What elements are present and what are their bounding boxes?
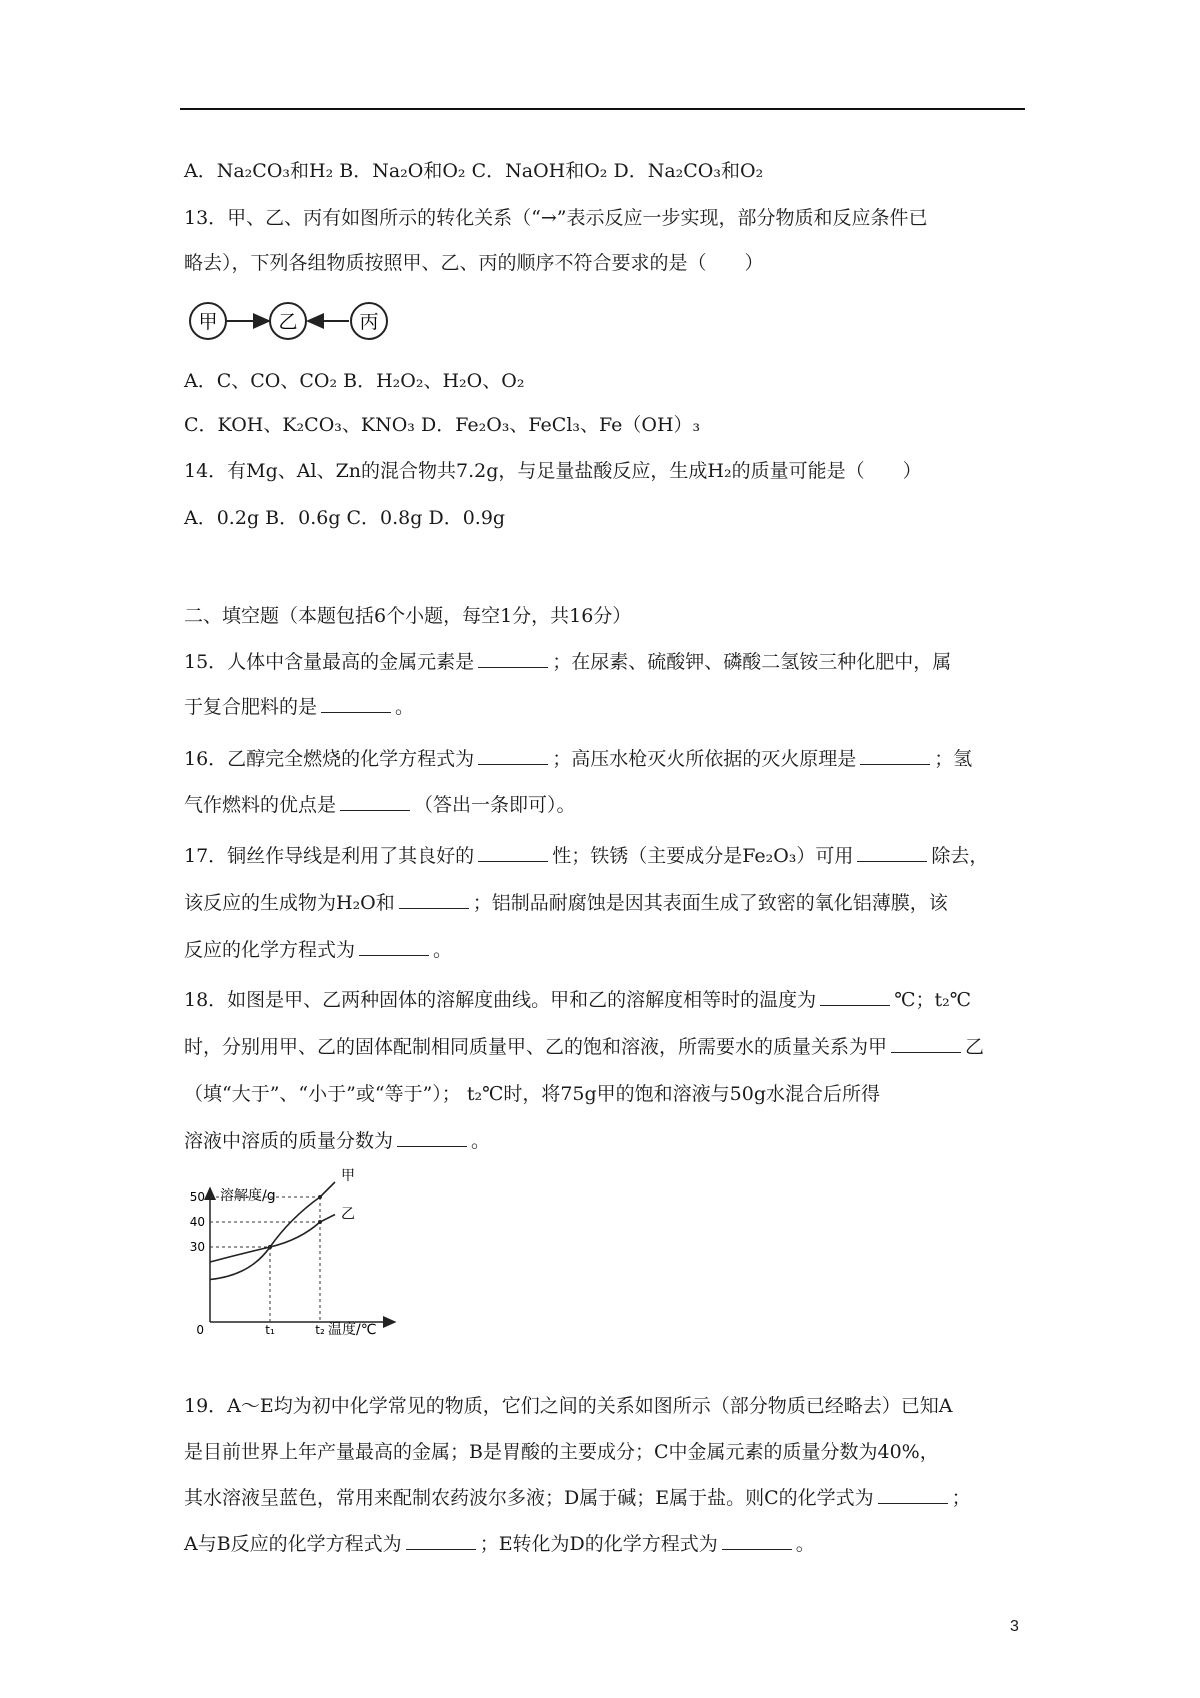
node-bing-label: 丙 — [359, 311, 379, 333]
answer-blank[interactable] — [860, 746, 930, 765]
q12-options: A．Na₂CO₃和H₂ B．Na₂O和O₂ C．NaOH和O₂ D．Na₂CO₃和O₂ — [184, 160, 764, 182]
origin-label: 0 — [196, 1323, 204, 1337]
q13-stem-line2: 略去），下列各组物质按照甲、乙、丙的顺序不符合要求的是（ ） — [184, 252, 764, 274]
answer-blank[interactable] — [891, 1034, 961, 1053]
series-label-jia: 甲 — [341, 1168, 355, 1184]
data-point — [318, 1195, 322, 1199]
q19-line1: 19．A～E均为初中化学常见的物质，它们之间的关系如图所示（部分物质已经略去）已知A — [184, 1395, 953, 1417]
series-label-yi: 乙 — [341, 1206, 355, 1223]
q18-line2: 时，分别用甲、乙的固体配制相同质量甲、乙的饱和溶液，所需要水的质量关系为甲 乙 — [184, 1036, 985, 1058]
q13-options-cd: C．KOH、K₂CO₃、KNO₃ D．Fe₂O₃、FeCl₃、Fe（OH）₃ — [184, 414, 701, 436]
q15-line1: 15．人体中含量最高的金属元素是 ；在尿素、硫酸钾、磷酸二氢铵三种化肥中，属 — [184, 651, 952, 673]
section-heading: 二、填空题（本题包括6个小题，每空1分，共16分） — [184, 605, 632, 627]
data-point — [318, 1220, 322, 1224]
solubility-chart — [189, 1168, 430, 1338]
y-tick-label: 50 — [189, 1190, 205, 1204]
q18-line4: 溶液中溶质的质量分数为 。 — [184, 1130, 491, 1152]
answer-blank[interactable] — [820, 987, 890, 1006]
y-axis-label: 溶解度/g — [220, 1188, 276, 1204]
data-point — [268, 1245, 272, 1249]
answer-blank[interactable] — [857, 843, 927, 862]
x-tick-label: t₁ — [265, 1323, 275, 1337]
answer-blank[interactable] — [722, 1531, 792, 1550]
node-yi-label: 乙 — [278, 311, 298, 333]
answer-blank[interactable] — [397, 1128, 467, 1147]
q19-line2: 是目前世界上年产量最高的金属；B是胃酸的主要成分；C中金属元素的质量分数为40%， — [184, 1441, 939, 1463]
q13-stem-line1: 13．甲、乙、丙有如图所示的转化关系（“→”表示反应一步实现，部分物质和反应条件已 — [184, 207, 928, 229]
node-jia-label: 甲 — [198, 311, 218, 333]
q14-stem: 14．有Mg、Al、Zn的混合物共7.2g，与足量盐酸反应，生成H₂的质量可能是（ ） — [184, 460, 922, 482]
q19-line4: A与B反应的化学方程式为 ；E转化为D的化学方程式为 。 — [184, 1533, 815, 1555]
q17-line2: 该反应的生成物为H₂O和 ；铝制品耐腐蚀是因其表面生成了致密的氧化铝薄膜，该 — [184, 892, 948, 914]
q18-line3: （填“大于”、“小于”或“等于”）； t₂℃时，将75g甲的饱和溶液与50g水混合后所得 — [184, 1083, 881, 1105]
answer-blank[interactable] — [878, 1485, 948, 1504]
q15-line2: 于复合肥料的是 。 — [184, 696, 415, 718]
answer-blank[interactable] — [406, 1531, 476, 1550]
q16-line2: 气作燃料的优点是 （答出一条即可）。 — [184, 794, 576, 816]
q17-line3: 反应的化学方程式为 。 — [184, 939, 453, 961]
header-rule — [180, 108, 1025, 110]
q16-line1: 16．乙醇完全燃烧的化学方程式为 ；高压水枪灭火所依据的灭火原理是 ；氢 — [184, 748, 973, 770]
conversion-diagram — [185, 295, 395, 347]
answer-blank[interactable] — [478, 746, 548, 765]
q14-options: A．0.2g B．0.6g C．0.8g D．0.9g — [184, 507, 506, 529]
q18-line1: 18．如图是甲、乙两种固体的溶解度曲线。甲和乙的溶解度相等时的温度为 ℃；t₂℃ — [184, 989, 971, 1011]
answer-blank[interactable] — [340, 792, 410, 811]
answer-blank[interactable] — [399, 890, 469, 909]
x-axis-label: 温度/℃ — [328, 1322, 377, 1338]
y-tick-label: 30 — [189, 1240, 205, 1254]
answer-blank[interactable] — [478, 843, 548, 862]
answer-blank[interactable] — [321, 694, 391, 713]
q13-options-ab: A．C、CO、CO₂ B．H₂O₂、H₂O、O₂ — [184, 370, 525, 392]
answer-blank[interactable] — [478, 649, 548, 668]
x-tick-label: t₂ — [315, 1323, 325, 1337]
answer-blank[interactable] — [359, 937, 429, 956]
y-tick-label: 40 — [189, 1215, 205, 1229]
q19-line3: 其水溶液呈蓝色，常用来配制农药波尔多液；D属于碱；E属于盐。则C的化学式为 ； — [184, 1487, 971, 1509]
q17-line1: 17．铜丝作导线是利用了其良好的 性；铁锈（主要成分是Fe₂O₃）可用 除去， — [184, 845, 989, 867]
page-number: 3 — [1010, 1618, 1019, 1635]
